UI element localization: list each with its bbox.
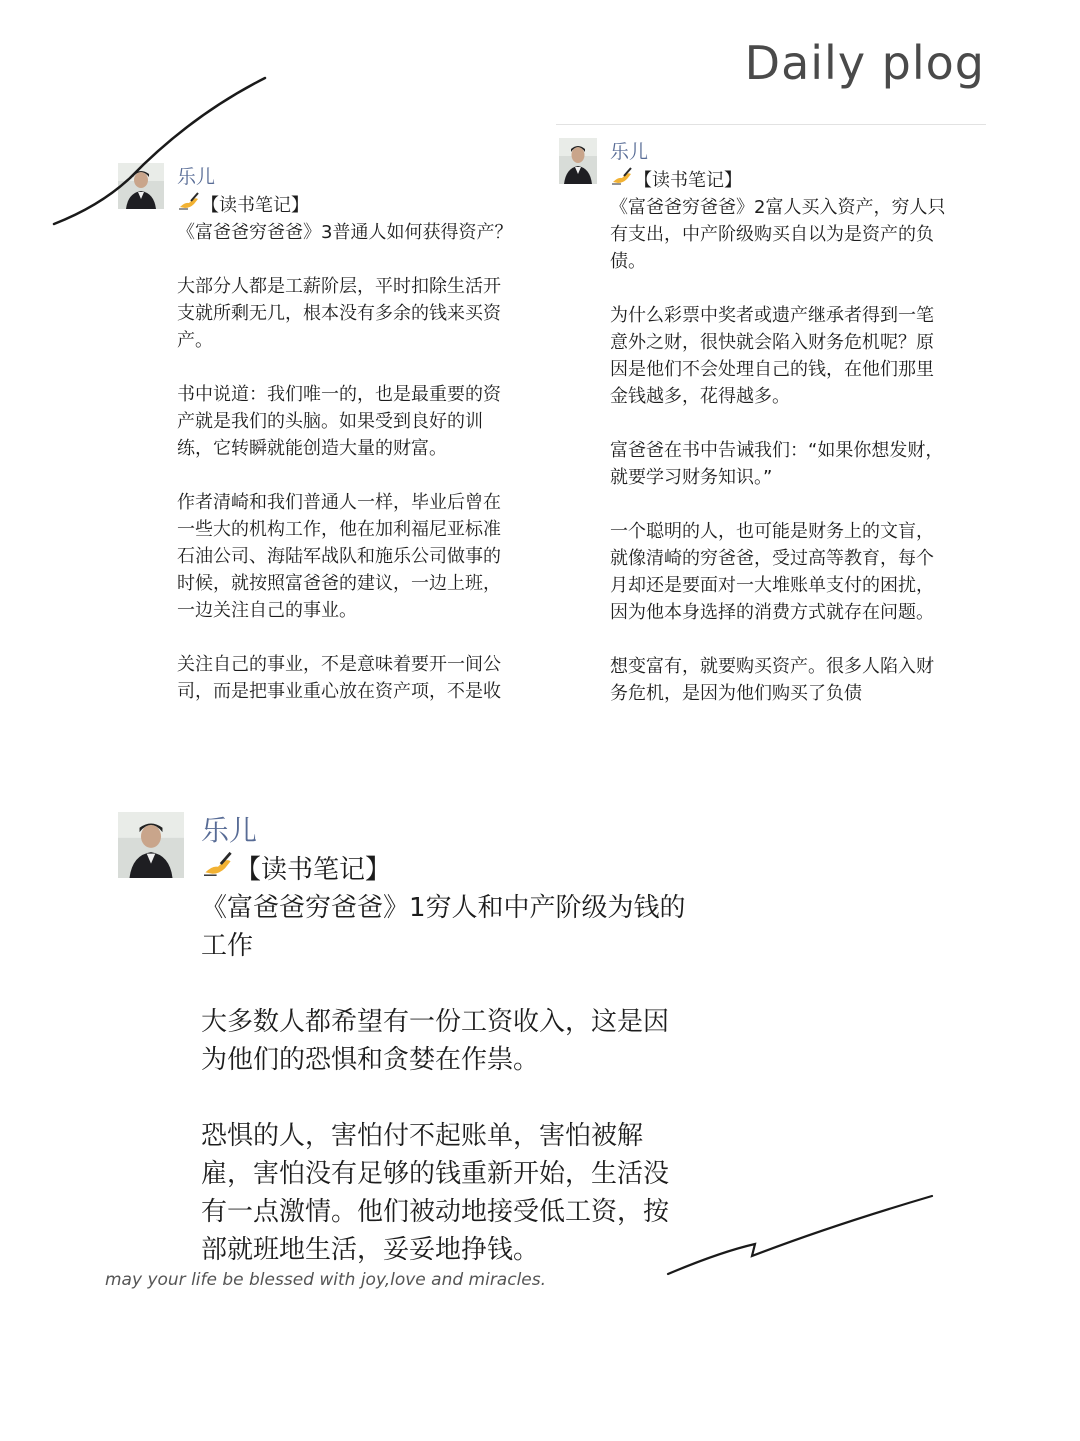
post-tag <box>610 166 990 194</box>
writing-hand-icon <box>201 850 235 889</box>
text-line: 大部分人都是工薪阶层，平时扣除生活开 <box>177 276 501 297</box>
text-line: 想变富有，就要购买资产。很多人陷入财 <box>610 656 934 677</box>
text-line: 部就班地生活，妥妥地挣钱。 <box>201 1235 540 1265</box>
paragraph-gap <box>177 462 549 489</box>
divider <box>556 124 986 125</box>
text-line: 练，它转瞬就能创造大量的财富。 <box>177 438 447 459</box>
text-line: 作者清崎和我们普通人一样，毕业后曾在 <box>177 492 501 513</box>
writing-hand-icon <box>610 166 634 194</box>
username[interactable]: 乐儿 <box>610 141 649 163</box>
text-line: 就像清崎的穷爸爸，受过高等教育，每个 <box>610 548 934 569</box>
paragraph-gap <box>201 965 741 1003</box>
avatar[interactable] <box>118 163 164 209</box>
tag-label: 【读书笔记】 <box>235 854 392 885</box>
text-line: 支就所剩无几，根本没有多余的钱来买资 <box>177 303 501 324</box>
text-line: 《富爸爸穷爸爸》2富人买入资产，穷人只 <box>610 197 946 218</box>
writing-hand-icon <box>177 191 201 219</box>
text-line: 书中说道：我们唯一的，也是最重要的资 <box>177 384 501 405</box>
text-line: 有支出，中产阶级购买自以为是资产的负 <box>610 224 934 245</box>
post-body <box>610 138 990 707</box>
post-tag <box>177 191 549 219</box>
text-line: 大多数人都希望有一份工资收入，这是因 <box>201 1007 670 1037</box>
text-line: 产就是我们的头脑。如果受到良好的训 <box>177 411 483 432</box>
footer-tagline: may your life be blessed with joy,love and miracles. <box>105 1270 547 1290</box>
post-body <box>177 163 549 705</box>
user-avatar-photo <box>118 163 164 209</box>
avatar[interactable] <box>559 138 597 184</box>
page-title: Daily plog <box>744 36 985 90</box>
paragraph-gap <box>610 410 990 437</box>
post-text <box>610 194 990 707</box>
post-right <box>559 138 989 704</box>
text-line: 债。 <box>610 251 646 272</box>
paragraph-gap <box>177 354 549 381</box>
username[interactable]: 乐儿 <box>201 814 258 847</box>
text-line: 金钱越多，花得越多。 <box>610 386 790 407</box>
text-line: 月却还是要面对一大堆账单支付的困扰， <box>610 575 934 596</box>
text-line: 司，而是把事业重心放在资产项，不是收 <box>177 681 501 702</box>
text-line: 为什么彩票中奖者或遗产继承者得到一笔 <box>610 305 934 326</box>
text-line: 《富爸爸穷爸爸》1穷人和中产阶级为钱的 <box>201 893 686 923</box>
post-text <box>177 219 549 705</box>
text-line: 务危机，是因为他们购买了负债 <box>610 683 862 704</box>
avatar[interactable] <box>118 812 184 878</box>
text-line: 有一点激情。他们被动地接受低工资，按 <box>201 1197 670 1227</box>
text-line: 产。 <box>177 330 213 351</box>
paragraph-gap <box>201 1079 741 1117</box>
post-bottom <box>118 812 738 1272</box>
text-line: 就要学习财务知识。” <box>610 467 773 488</box>
text-line: 关注自己的事业，不是意味着要开一间公 <box>177 654 501 675</box>
post-left <box>118 163 548 702</box>
post-tag <box>201 850 741 889</box>
user-avatar-photo <box>118 812 184 878</box>
paragraph-gap <box>177 246 549 273</box>
paragraph-gap <box>177 624 549 651</box>
paragraph-gap <box>610 626 990 653</box>
text-line: 工作 <box>201 931 254 961</box>
text-line: 雇，害怕没有足够的钱重新开始，生活没 <box>201 1159 670 1189</box>
tag-label: 【读书笔记】 <box>201 194 309 216</box>
post-text <box>201 889 741 1269</box>
text-line: 时候，就按照富爸爸的建议，一边上班， <box>177 573 501 594</box>
text-line: 恐惧的人，害怕付不起账单，害怕被解 <box>201 1121 644 1151</box>
text-line: 一些大的机构工作，他在加利福尼亚标准 <box>177 519 501 540</box>
post-body <box>201 812 741 1269</box>
text-line: 《富爸爸穷爸爸》3普通人如何获得资产？ <box>177 222 513 243</box>
text-line: 石油公司、海陆军战队和施乐公司做事的 <box>177 546 501 567</box>
text-line: 为他们的恐惧和贪婪在作祟。 <box>201 1045 540 1075</box>
text-line: 意外之财，很快就会陷入财务危机呢？原 <box>610 332 934 353</box>
user-avatar-photo <box>559 138 597 184</box>
username[interactable]: 乐儿 <box>177 166 216 188</box>
text-line: 富爸爸在书中告诫我们：“如果你想发财， <box>610 440 944 461</box>
text-line: 一边关注自己的事业。 <box>177 600 357 621</box>
paragraph-gap <box>610 491 990 518</box>
text-line: 因为他本身选择的消费方式就存在问题。 <box>610 602 934 623</box>
paragraph-gap <box>610 275 990 302</box>
text-line: 一个聪明的人，也可能是财务上的文盲， <box>610 521 934 542</box>
text-line: 因是他们不会处理自己的钱，在他们那里 <box>610 359 934 380</box>
tag-label: 【读书笔记】 <box>634 169 742 191</box>
